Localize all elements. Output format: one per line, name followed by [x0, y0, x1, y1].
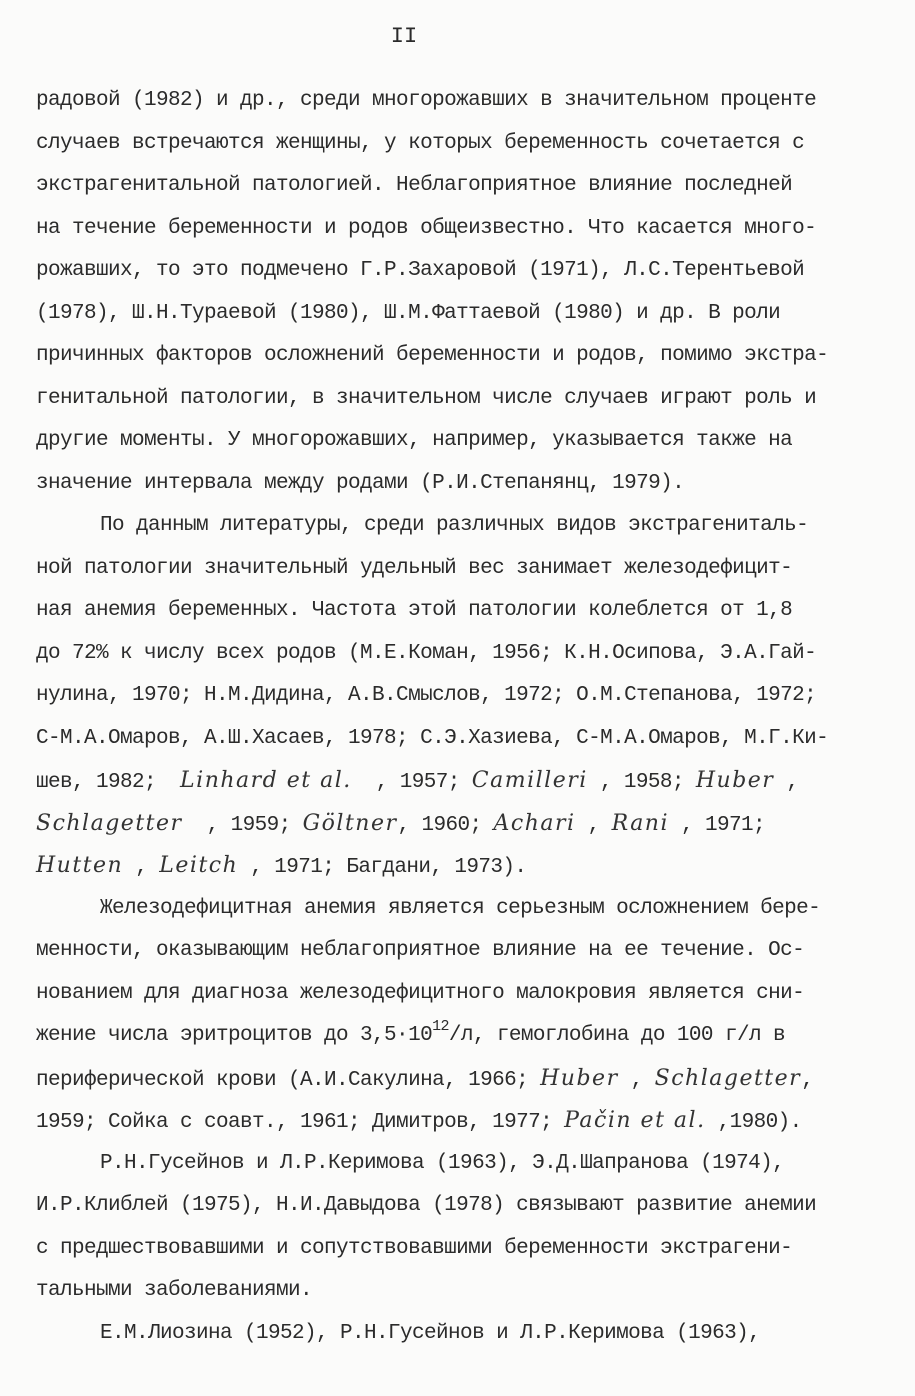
handwritten-citation: Schlagetter: [36, 810, 183, 836]
text-line: Железодефицитная анемия является серьезным осложнением бере-: [100, 896, 821, 920]
page-number: II: [390, 24, 418, 49]
text-line: (1978), Ш.Н.Тураевой (1980), Ш.М.Фаттаевой (1980) и др. В роли: [36, 301, 781, 325]
text-segment: /л, гемоглобина до 100 г/л в: [448, 1024, 785, 1047]
text-line: радовой (1982) и др., среди многорожавших в значительном проценте: [36, 89, 817, 112]
text-segment: периферической крови (А.И.Сакулина, 1966;: [36, 1068, 529, 1092]
handwritten-citation: Huber: [540, 1065, 619, 1091]
text-line: [36, 760, 876, 803]
text-segment: ,: [630, 1068, 643, 1092]
handwritten-citation: Linhard et al.: [180, 768, 352, 793]
text-segment: , 1960;: [397, 813, 482, 837]
text-segment: ,: [801, 1068, 814, 1092]
text-line: нулина, 1970; Н.М.Дидина, А.В.Смыслов, 1972; О.М.Степанова, 1972;: [36, 684, 817, 707]
text-line: экстрагенитальной патологией. Неблагоприятное влияние последней: [36, 174, 793, 197]
text-line: нованием для диагноза железодефицитного малокровия является сни-: [36, 981, 805, 1005]
body-text: [36, 80, 876, 1355]
text-segment: ,: [786, 771, 799, 794]
text-line: рожавших, то это подмечено Г.Р.Захаровой (1971), Л.С.Терентьевой: [36, 259, 805, 282]
text-line: [36, 1015, 876, 1058]
text-line: Е.М.Лиозина (1952), Р.Н.Гусейнов и Л.Р.Керимова (1963),: [100, 1321, 761, 1345]
text-line: с предшествовавшими и сопутствовавшими беременности экстрагени-: [36, 1236, 793, 1260]
text-segment: ,: [135, 856, 148, 879]
text-segment: , 1971;: [681, 813, 766, 837]
handwritten-citation: Camilleri: [471, 768, 588, 793]
text-line: Р.Н.Гусейнов и Л.Р.Керимова (1963), Э.Д.Шапранова (1974),: [100, 1151, 785, 1175]
text-line: другие моменты. У многорожавших, например, указывается также на: [36, 429, 793, 452]
text-line: случаев встречаются женщины, у которых беременность сочетается с: [36, 131, 805, 155]
text-segment: 1959; Сойка с соавт., 1961; Димитров, 1977;: [36, 1111, 553, 1134]
handwritten-citation: Huber: [695, 768, 775, 793]
handwritten-citation: Pačin et al.: [564, 1108, 706, 1133]
text-segment: , 1959;: [206, 813, 291, 837]
text-segment: , 1971; Багдани, 1973).: [250, 856, 527, 879]
handwritten-citation: Achari: [493, 810, 576, 836]
handwritten-citation: Göltner: [302, 810, 398, 836]
text-line: По данным литературы, среди различных видов экстрагениталь-: [100, 514, 809, 537]
text-line: ная анемия беременных. Частота этой патологии колеблется от 1,8: [36, 599, 793, 622]
text-line: менности, оказывающим неблагоприятное влияние на ее течение. Ос-: [36, 939, 805, 962]
text-line: причинных факторов осложнений беременности и родов, помимо экстра-: [36, 344, 829, 367]
text-line: значение интервала между родами (Р.И.Степанянц, 1979).: [36, 471, 685, 495]
text-line: С-М.А.Омаров, А.Ш.Хасаев, 1978; С.Э.Хазиева, С-М.А.Омаров, М.Г.Ки-: [36, 726, 829, 750]
text-line: до 72% к числу всех родов (М.Е.Коман, 1956; К.Н.Осипова, Э.А.Гай-: [36, 641, 817, 665]
text-line: [36, 845, 876, 888]
text-segment: , 1958;: [599, 771, 684, 794]
text-line: [36, 1100, 876, 1143]
handwritten-citation: Rani: [611, 810, 670, 836]
text-segment: ,1980).: [717, 1111, 802, 1134]
handwritten-citation: Schlagetter: [654, 1065, 802, 1091]
superscript: 12: [432, 1018, 449, 1035]
text-segment: , 1957;: [375, 771, 460, 794]
text-segment: жение числа эритроцитов до 3,5·10: [36, 1024, 433, 1047]
text-line: ной патологии значительный удельный вес занимает железодефицит-: [36, 556, 793, 580]
text-line: на течение беременности и родов общеизвестно. Что касается много-: [36, 216, 817, 240]
text-segment: шев, 1982;: [36, 771, 157, 794]
handwritten-citation: Leitch: [159, 853, 239, 878]
text-segment: ,: [587, 813, 600, 837]
handwritten-citation: Hutten: [36, 853, 124, 878]
text-line: тальными заболеваниями.: [36, 1279, 313, 1302]
text-line: [36, 803, 876, 846]
text-line: [36, 1058, 876, 1101]
text-line: И.Р.Клиблей (1975), Н.И.Давыдова (1978) связывают развитие анемии: [36, 1194, 817, 1217]
text-line: генитальной патологии, в значительном числе случаев играют роль и: [36, 386, 817, 410]
